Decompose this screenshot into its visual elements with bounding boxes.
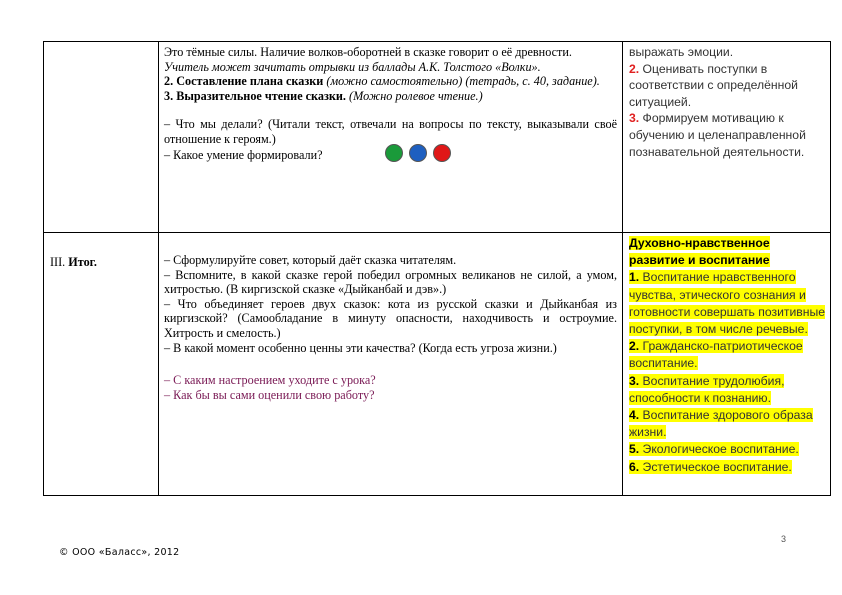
education-item: 4. Воспитание здорового образа жизни. [629,408,813,440]
question: – Что объединяет героев двух сказок: кота из русской сказки и Дыйканбая из киргизской? (Самообладание в минуту опасности, находчивость и остроумие. Хитрость и смелость.) [164,296,617,340]
copyright: © ООО «Баласс», 2012 [59,547,180,558]
stage-cell [44,233,159,496]
table-row [44,233,831,496]
question: – Сформулируйте совет, который даёт сказка читателям. [164,253,457,267]
blue-circle-icon [409,144,427,162]
green-circle-icon [385,144,403,162]
question: – Вспомните, в какой сказке герой победил огромных великанов не силой, а умом, хитростью. (В киргизской сказке «Дыйканбай и дэв».) [164,267,617,297]
stage-number: III. [50,255,66,269]
color-circles [385,144,451,162]
activity-cell [159,233,623,496]
outcomes-cell [623,233,831,496]
education-item: 2. Гражданско-патриотическое воспитание. [629,339,803,371]
outcome-line: выражать эмоции. [629,45,734,59]
stage-label: Итог. [68,255,97,269]
stage-cell [44,42,159,233]
reflection-question: – Как бы вы сами оценили свою работу? [164,387,375,402]
education-item: 6. Эстетическое воспитание. [629,459,792,474]
education-item: 1. Воспитание нравственного чувства, этического сознания и готовности совершать позитивные поступки, в том числе речевые. [629,270,826,337]
red-circle-icon [433,144,451,162]
outcome-item: 2. Оценивать поступки в соответствии с определённой ситуацией. [629,61,798,109]
outcomes-cell [623,42,831,233]
question: – В какой момент особенно ценны эти качества? (Когда есть угроза жизни.) [164,340,557,355]
task-2: 2. Составление плана сказки (можно самостоятельно) (тетрадь, с. 40, задание). [164,74,600,89]
task-3: 3. Выразительное чтение сказки. (Можно ролевое чтение.) [164,88,483,103]
education-item: 3. Воспитание трудолюбия, способности к познанию. [629,373,785,405]
education-item: 5. Экологическое воспитание. [629,442,799,457]
table-row [44,42,831,233]
paragraph: Это тёмные силы. Наличие волков-оборотней в сказке говорит о её древности. [164,45,572,59]
question: – Что мы делали? (Читали текст, отвечали на вопросы по тексту, выказывали своё отношение к героям.) [164,117,617,146]
lesson-table [43,41,831,496]
outcome-item: 3. Формируем мотивацию к обучению и целенаправленной познавательной деятельности. [629,111,806,159]
question: – Какое умение формировали? [164,147,617,165]
teacher-note: Учитель может зачитать отрывки из баллады А.К. Толстого «Волки». [164,59,541,74]
reflection-question: – С каким настроением уходите с урока? [164,373,376,388]
activity-cell [159,42,623,233]
outcome-heading: Духовно-нравственное развитие и воспитание [629,236,770,268]
page-number: 3 [781,534,787,544]
